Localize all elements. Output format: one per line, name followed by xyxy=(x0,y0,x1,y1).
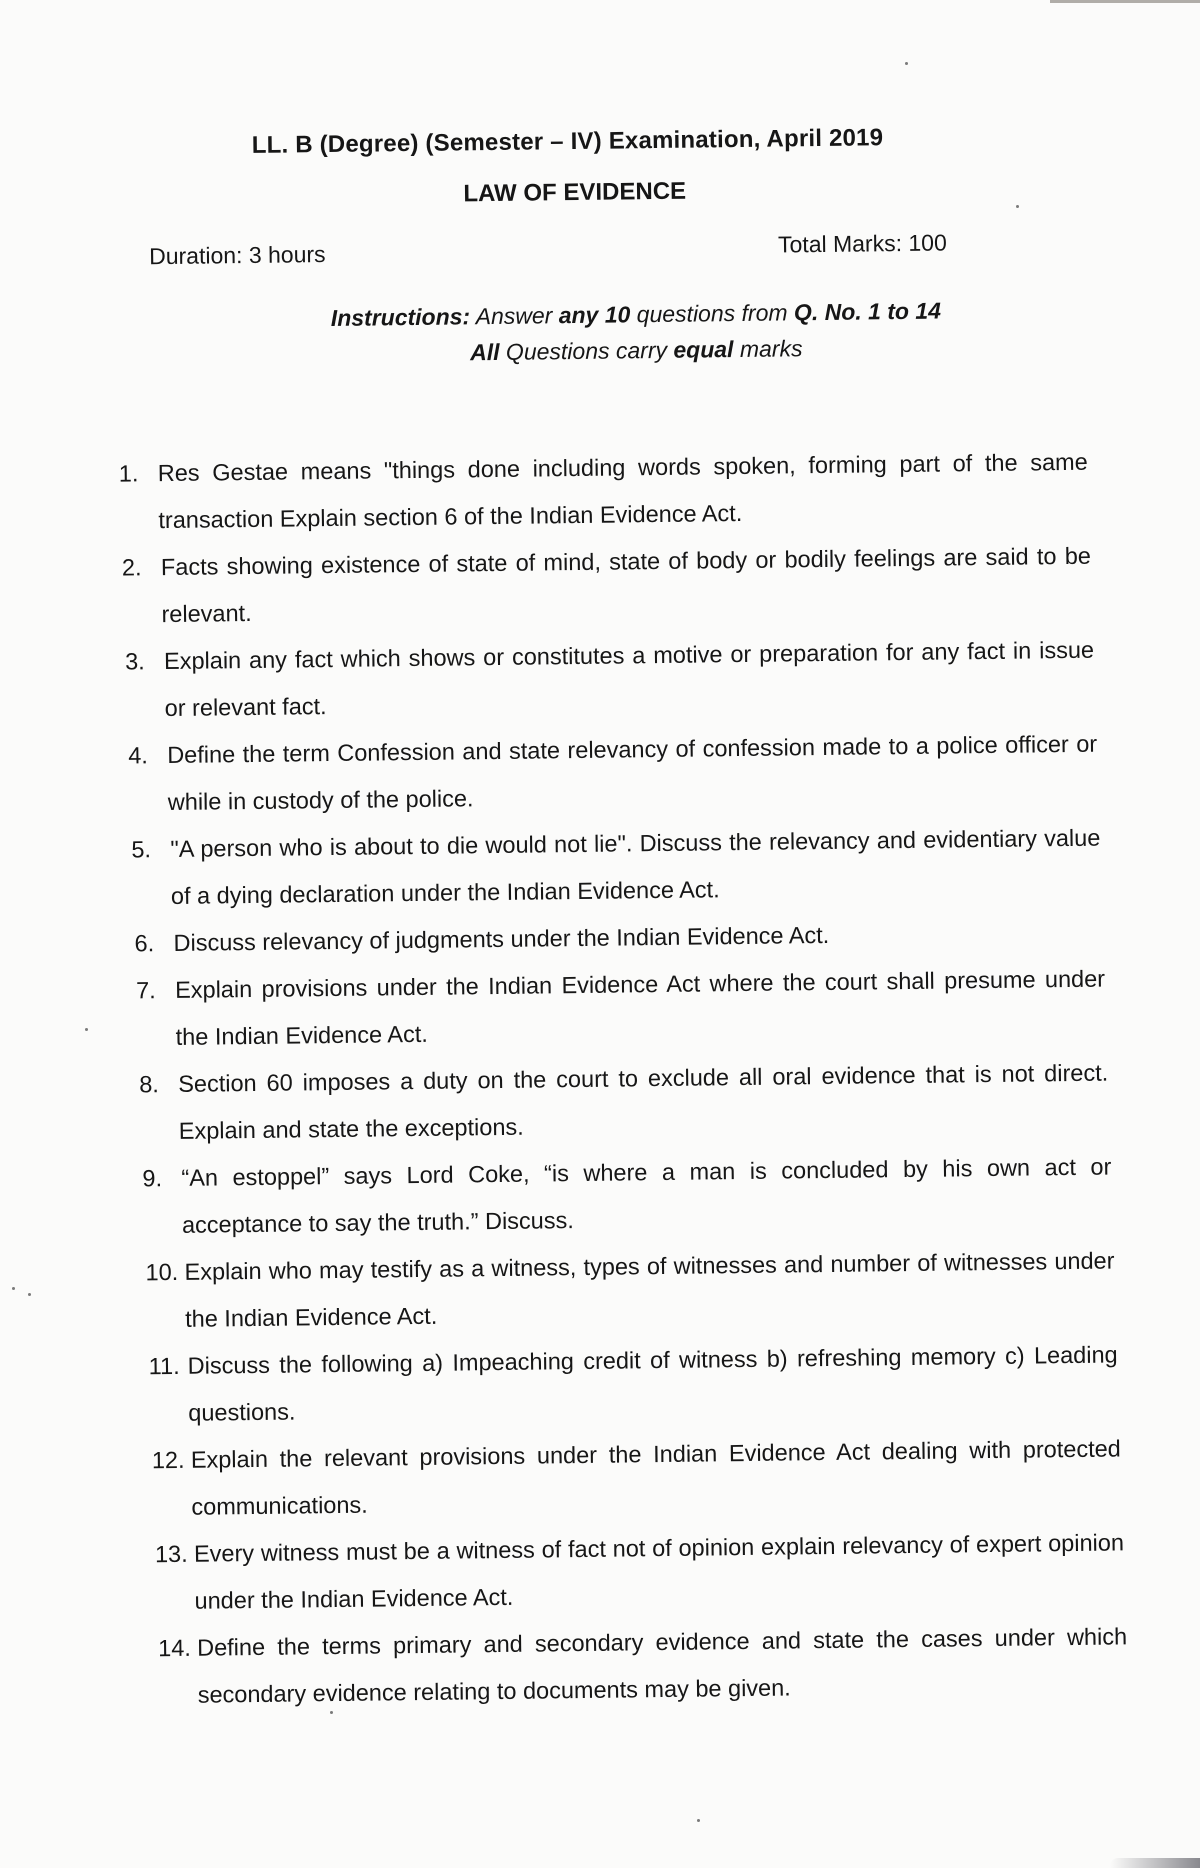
instructions-text: marks xyxy=(733,335,803,363)
question-text: "A person who is about to die would not lie". Discuss the relevancy and evidentiary value of a dying declaration under the Indian Evidence Act. xyxy=(170,824,1101,909)
question-text: “An estoppel” says Lord Coke, “is where a man is concluded by his own act or acceptance to say the truth.” Discuss. xyxy=(181,1153,1112,1238)
instructions-emphasis: Q. No. 1 to 14 xyxy=(793,297,942,326)
instructions-text: Questions carry xyxy=(499,336,674,365)
question-text: Section 60 imposes a duty on the court to exclude all oral evidence that is not direct. Explain and state the exceptions. xyxy=(178,1059,1109,1144)
total-marks-label: Total Marks: 100 xyxy=(777,229,947,258)
instructions-text: questions from xyxy=(630,299,795,328)
question-number: 7. xyxy=(135,977,156,1004)
subject-title: LAW OF EVIDENCE xyxy=(463,177,687,208)
question-number: 2. xyxy=(121,554,142,581)
instructions-text: Answer xyxy=(469,302,559,330)
question-text: Facts showing existence of state of mind, state of body or bodily feelings are said to be relevant. xyxy=(160,542,1092,628)
duration-label: Duration: 3 hours xyxy=(148,241,326,270)
question-number: 6. xyxy=(134,930,155,957)
question-number: 8. xyxy=(139,1071,160,1098)
instructions-emphasis: All xyxy=(470,338,500,366)
question-text: Explain provisions under the Indian Evidence Act where the court shall presume under the Indian Evidence Act. xyxy=(174,965,1106,1050)
question-number: 1. xyxy=(118,460,139,487)
scan-speck xyxy=(12,1287,15,1290)
question-number: 10. xyxy=(145,1258,179,1286)
question-number: 13. xyxy=(154,1540,188,1568)
instructions-emphasis: any 10 xyxy=(558,301,631,329)
question-text: Res Gestae means "things done including words spoken, forming part of the same transaction Explain section 6 of the Indian Evidence Act. xyxy=(157,448,1088,534)
question-number: 12. xyxy=(151,1446,185,1474)
question-text: Define the term Confession and state relevancy of confession made to a police officer or while in custody of the police. xyxy=(167,730,1098,816)
question-text: Explain any fact which shows or constitutes a motive or preparation for any fact in issue or relevant fact. xyxy=(163,636,1095,722)
page-corner-shadow xyxy=(1110,1858,1200,1868)
question-text: Explain who may testify as a witness, types of witnesses and number of witnesses under the Indian Evidence Act. xyxy=(184,1247,1115,1332)
exam-title: LL. B (Degree) (Semester – IV) Examination, April 2019 xyxy=(251,124,884,159)
question-number: 4. xyxy=(128,742,149,769)
question-text: Every witness must be a witness of fact not of opinion explain relevancy of expert opinion under the Indian Evidence Act. xyxy=(193,1529,1125,1614)
instructions-heading: Instructions: xyxy=(330,303,471,331)
question-number: 14. xyxy=(157,1634,191,1662)
question-text: Discuss the following a) Impeaching credit of witness b) refreshing memory c) Leading questions. xyxy=(187,1341,1118,1426)
question-number: 3. xyxy=(124,648,145,675)
question-text: Explain the relevant provisions under the Indian Evidence Act dealing with protected communications. xyxy=(190,1435,1121,1520)
question-text: Discuss relevancy of judgments under the Indian Evidence Act. xyxy=(173,921,830,956)
question-number: 5. xyxy=(131,836,152,863)
instructions-emphasis: equal xyxy=(673,336,734,363)
question-text: Define the terms primary and secondary evidence and state the cases under which secondary evidence relating to documents may be given. xyxy=(196,1623,1128,1708)
question-number: 9. xyxy=(142,1165,163,1192)
question-number: 11. xyxy=(148,1352,180,1380)
